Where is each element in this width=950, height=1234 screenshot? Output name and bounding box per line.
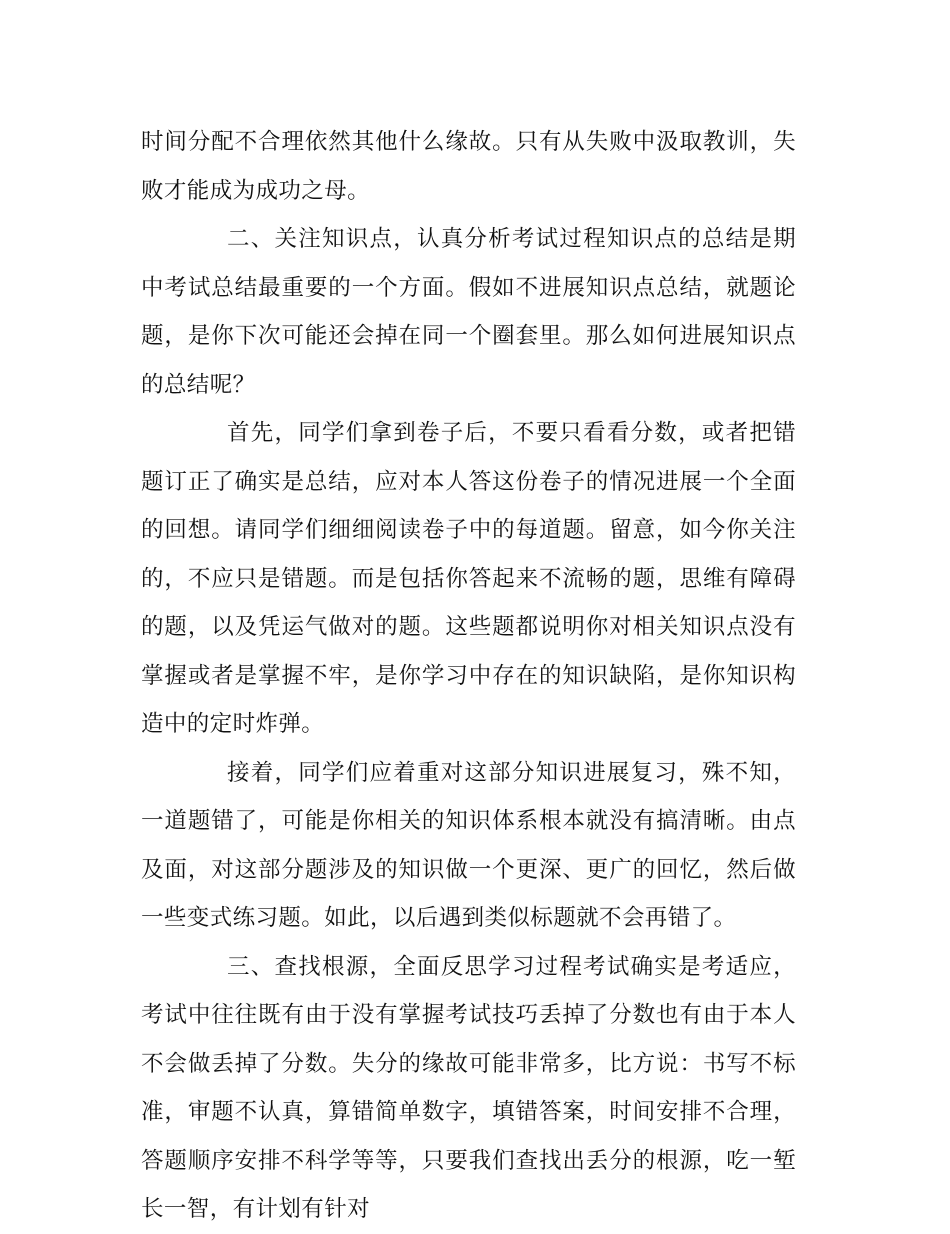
paragraph-5: 三、查找根源，全面反思学习过程考试确实是考适应，考试中往往既有由于没有掌握考试技巧丢掉了分数也有由于本人不会做丢掉了分数。失分的缘故可能非常多，比方说：书写不标准，审题不认真，算错简单数字，填错答案，时间安排不合理，答题顺序安排不科学等等，只要我们查找出丢分的根源，吃一堑长一智，有计划有针对 (141, 953, 796, 1222)
paragraph-2: 二、关注知识点，认真分析考试过程知识点的总结是期中考试总结最重要的一个方面。假如不进展知识点总结，就题论题，是你下次可能还会掉在同一个圈套里。那么如何进展知识点的总结呢？ (141, 226, 796, 398)
paragraph-3: 首先，同学们拿到卷子后，不要只看看分数，或者把错题订正了确实是总结，应对本人答这份卷子的情况进展一个全面的回想。请同学们细细阅读卷子中的每道题。留意，如今你关注的，不应只是错题。而是包括你答起来不流畅的题，思维有障碍的题，以及凭运气做对的题。这些题都说明你对相关知识点没有掌握或者是掌握不牢，是你学习中存在的知识缺陷，是你知识构造中的定时炸弹。 (141, 420, 796, 737)
document-body (141, 118, 796, 1234)
paragraph-1: 时间分配不合理依然其他什么缘故。只有从失败中汲取教训，失败才能成为成功之母。 (141, 129, 796, 204)
paragraph-4: 接着，同学们应着重对这部分知识进展复习，殊不知，一道题错了，可能是你相关的知识体系根本就没有搞清晰。由点及面，对这部分题涉及的知识做一个更深、更广的回忆，然后做一些变式练习题。如此，以后遇到类似标题就不会再错了。 (141, 759, 796, 931)
